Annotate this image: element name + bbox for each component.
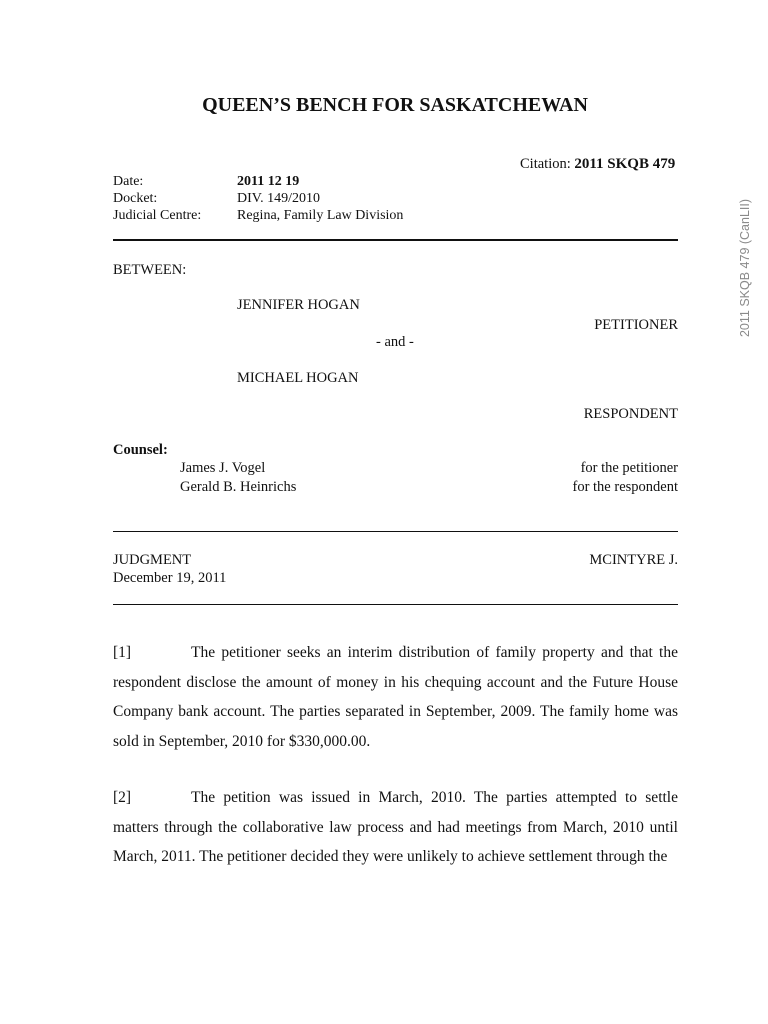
meta-row-date	[113, 173, 513, 190]
divider-top	[113, 239, 678, 241]
petitioner-name: JENNIFER HOGAN	[237, 297, 360, 313]
counsel-label: Counsel:	[113, 442, 168, 458]
respondent-role: RESPONDENT	[583, 406, 678, 422]
between-label: BETWEEN:	[113, 262, 187, 278]
judgment-date: December 19, 2011	[113, 570, 227, 586]
paragraph	[113, 783, 678, 872]
paragraph	[113, 638, 678, 756]
respondent-name: MICHAEL HOGAN	[237, 370, 359, 386]
divider-middle	[113, 531, 678, 532]
counsel-role: for the petitioner	[580, 460, 678, 476]
counsel-name: Gerald B. Heinrichs	[180, 479, 297, 495]
citation-label: Citation:	[520, 156, 571, 172]
meta-row-docket	[113, 190, 513, 207]
paragraph-text: The petition was issued in March, 2010. The parties attempted to settle matters through the collaborative law process and had meetings from March, 2010 until March, 2011. The petitioner decided they were unlikely to achieve settlement through the	[113, 789, 678, 865]
petitioner-role: PETITIONER	[594, 317, 678, 333]
court-title: QUEEN’S BENCH FOR SASKATCHEWAN	[202, 94, 588, 116]
divider-bottom	[113, 604, 678, 605]
meta-value: 2011 12 19	[237, 174, 300, 189]
meta-label: Date:	[113, 174, 144, 189]
meta-label: Docket:	[113, 191, 158, 206]
paragraph-number: [2]	[113, 789, 132, 806]
meta-label: Judicial Centre:	[113, 208, 202, 223]
counsel-role: for the respondent	[572, 479, 678, 495]
paragraph-text: The petitioner seeks an interim distribution of family property and that the respondent disclose the amount of money in his chequing account and the Future House Company bank account. The parties separated in September, 2009. The family home was sold in September, 2010 for $330,000.00.	[113, 644, 678, 750]
canlii-watermark: 2011 SKQB 479 (CanLII)	[738, 198, 752, 338]
meta-row-judicial-centre	[113, 207, 513, 224]
and-label: - and -	[376, 334, 414, 350]
meta-value: DIV. 149/2010	[237, 191, 320, 206]
meta-value: Regina, Family Law Division	[237, 208, 404, 223]
counsel-name: James J. Vogel	[180, 460, 266, 476]
paragraph-number: [1]	[113, 644, 132, 661]
judge-name: MCINTYRE J.	[589, 552, 678, 568]
citation-line	[520, 156, 678, 173]
meta-block	[113, 173, 513, 224]
judgment-label: JUDGMENT	[113, 552, 192, 568]
citation-value: 2011 SKQB 479	[574, 156, 676, 172]
